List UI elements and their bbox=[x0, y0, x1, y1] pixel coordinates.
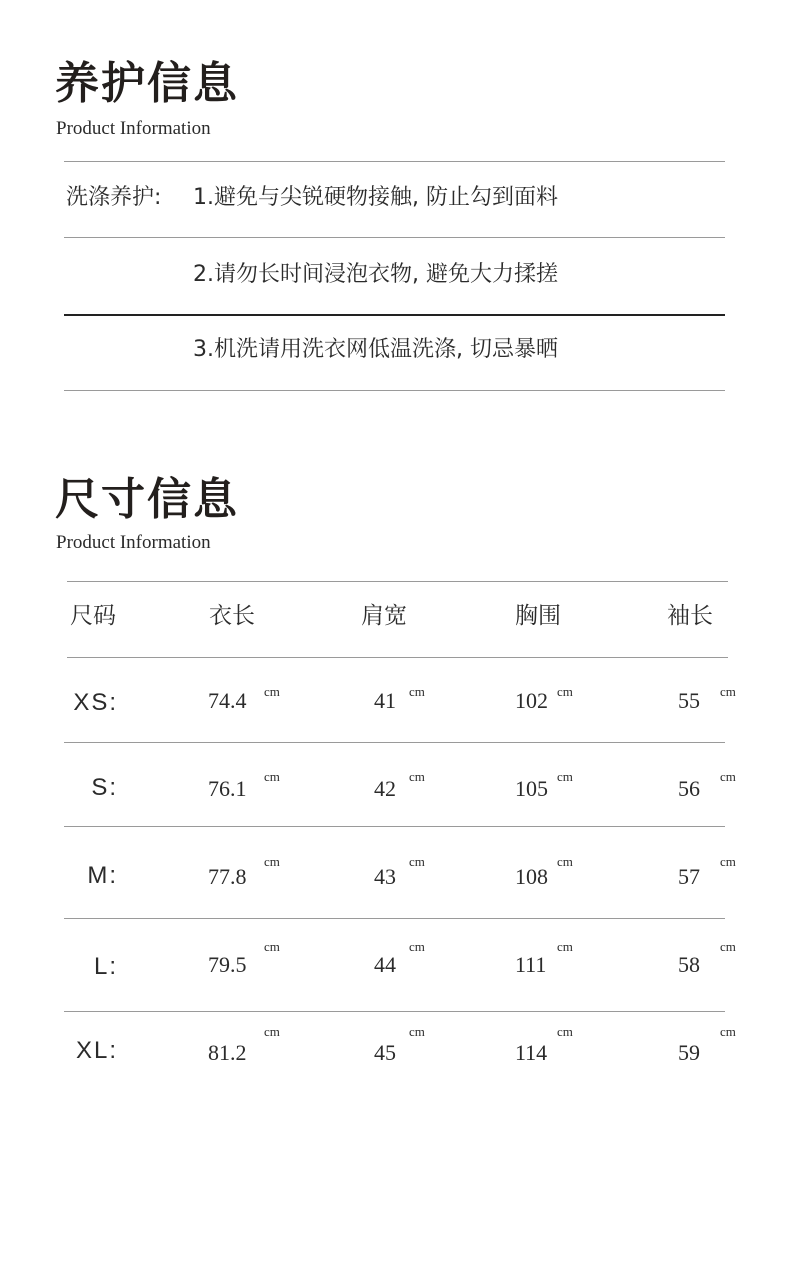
unit-label: cm bbox=[264, 939, 280, 954]
unit-label: cm bbox=[264, 684, 280, 699]
unit-label: cm bbox=[409, 939, 425, 954]
sleeve-value: 55 bbox=[678, 688, 700, 713]
size-label: XL: bbox=[75, 1037, 118, 1064]
divider bbox=[64, 742, 725, 743]
column-header-chest: 胸围 bbox=[515, 603, 561, 629]
chest-value: 102 bbox=[515, 688, 548, 713]
chest-value: 111 bbox=[515, 952, 547, 977]
shoulder-value: 41 bbox=[374, 688, 396, 713]
size-label: S: bbox=[91, 774, 118, 801]
column-header-shoulder: 肩宽 bbox=[361, 603, 407, 629]
care-title: 养护信息 bbox=[55, 58, 239, 109]
column-header-sleeve: 袖长 bbox=[667, 603, 713, 629]
divider bbox=[64, 918, 725, 919]
divider bbox=[64, 161, 725, 162]
unit-label: cm bbox=[409, 854, 425, 869]
unit-label: cm bbox=[409, 684, 425, 699]
size-label: XS: bbox=[73, 689, 118, 716]
divider bbox=[64, 237, 725, 238]
unit-label: cm bbox=[720, 769, 736, 784]
unit-label: cm bbox=[264, 769, 280, 784]
sleeve-value: 56 bbox=[678, 776, 700, 801]
unit-label: cm bbox=[409, 1024, 425, 1039]
sleeve-value: 59 bbox=[678, 1040, 700, 1065]
length-value: 81.2 bbox=[208, 1040, 247, 1065]
unit-label: cm bbox=[720, 939, 736, 954]
size-title: 尺寸信息 bbox=[55, 474, 239, 525]
sleeve-value: 57 bbox=[678, 864, 700, 889]
shoulder-value: 43 bbox=[374, 864, 396, 889]
unit-label: cm bbox=[557, 769, 573, 784]
shoulder-value: 45 bbox=[374, 1040, 396, 1065]
length-value: 74.4 bbox=[208, 688, 247, 713]
divider bbox=[64, 1011, 725, 1012]
shoulder-value: 42 bbox=[374, 776, 396, 801]
unit-label: cm bbox=[557, 854, 573, 869]
unit-label: cm bbox=[264, 1024, 280, 1039]
chest-value: 108 bbox=[515, 864, 548, 889]
unit-label: cm bbox=[409, 769, 425, 784]
divider bbox=[64, 314, 725, 316]
care-label: 洗涤养护: bbox=[66, 185, 162, 210]
size-label: L: bbox=[93, 953, 118, 980]
chest-value: 105 bbox=[515, 776, 548, 801]
size-subtitle: Product Information bbox=[56, 532, 211, 553]
length-value: 77.8 bbox=[208, 864, 247, 889]
care-line: 1.避免与尖锐硬物接触, 防止勾到面料 bbox=[193, 185, 558, 210]
unit-label: cm bbox=[720, 1024, 736, 1039]
column-header-size: 尺码 bbox=[70, 603, 116, 629]
column-header-length: 衣长 bbox=[209, 603, 255, 629]
care-line: 3.机洗请用洗衣网低温洗涤, 切忌暴晒 bbox=[193, 337, 558, 362]
shoulder-value: 44 bbox=[374, 952, 396, 977]
care-subtitle: Product Information bbox=[56, 118, 211, 139]
divider bbox=[64, 390, 725, 391]
divider bbox=[67, 657, 728, 658]
unit-label: cm bbox=[720, 854, 736, 869]
sleeve-value: 58 bbox=[678, 952, 700, 977]
unit-label: cm bbox=[557, 684, 573, 699]
size-label: M: bbox=[87, 862, 118, 889]
care-line: 2.请勿长时间浸泡衣物, 避免大力揉搓 bbox=[193, 262, 558, 287]
chest-value: 114 bbox=[515, 1040, 548, 1065]
divider bbox=[64, 826, 725, 827]
length-value: 76.1 bbox=[208, 776, 247, 801]
unit-label: cm bbox=[557, 1024, 573, 1039]
unit-label: cm bbox=[720, 684, 736, 699]
unit-label: cm bbox=[264, 854, 280, 869]
length-value: 79.5 bbox=[208, 952, 247, 977]
unit-label: cm bbox=[557, 939, 573, 954]
divider bbox=[67, 581, 728, 582]
